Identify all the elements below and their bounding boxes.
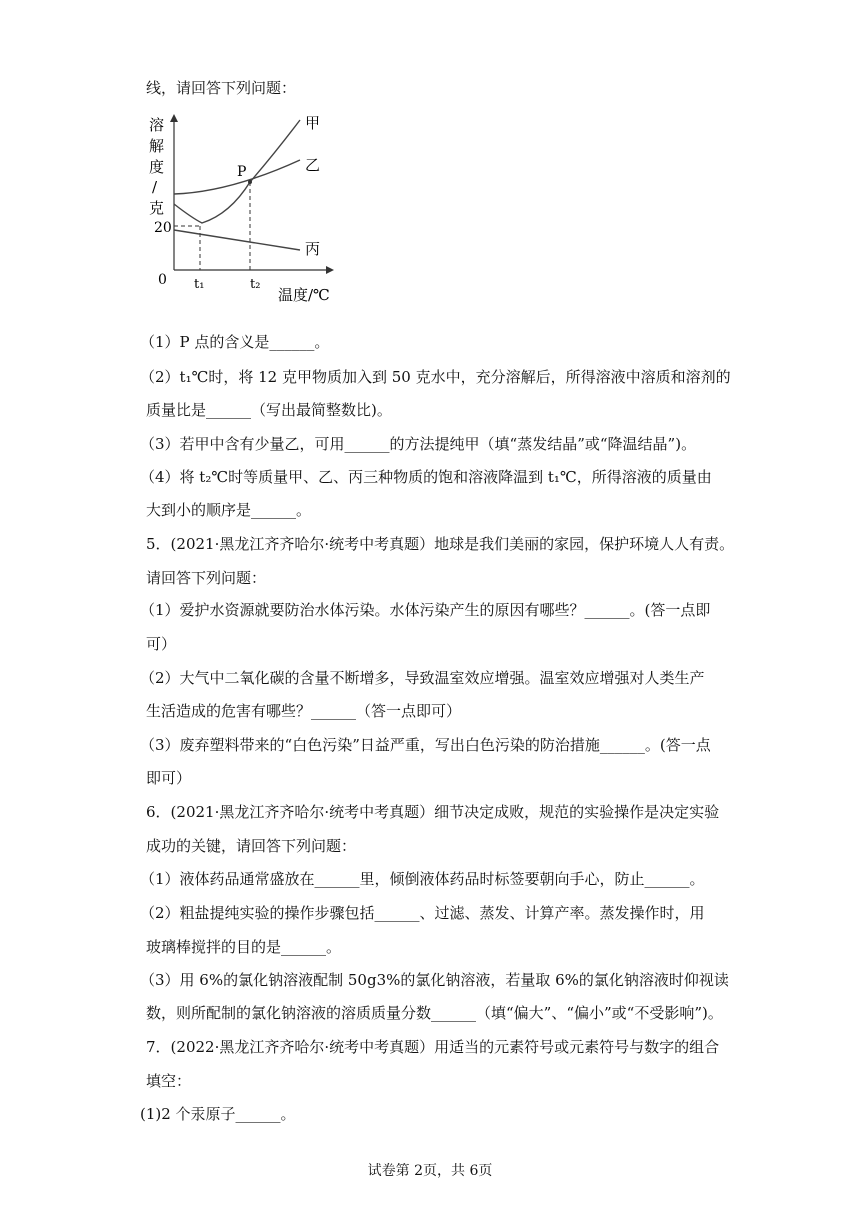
origin-label: 0	[158, 272, 167, 288]
intro-text: 线，请回答下列问题：	[146, 79, 297, 97]
series-label: 甲	[305, 114, 321, 132]
question-line: （3）废弃塑料带来的“白色污染”日益严重，写出白色污染的防治措施______。(答一点	[140, 736, 711, 754]
solubility-chart-svg	[140, 108, 360, 308]
question-line: （1）P 点的含义是______。	[140, 333, 330, 351]
question-line: （1）爱护水资源就要防治水体污染。水体污染产生的原因有哪些？______。(答一点即	[140, 601, 711, 619]
y-label-char: 度	[149, 158, 165, 176]
question-line: （3）若甲中含有少量乙，可用______的方法提纯甲（填“蒸发结晶”或“降温结晶”)。	[140, 435, 697, 453]
point-p-label: P	[237, 164, 247, 180]
question-line: （1）液体药品通常盛放在______里，倾倒液体药品时标签要朝向手心，防止______。	[140, 870, 705, 888]
question-line: 数，则所配制的氯化钠溶液的溶质质量分数______（填“偏大”、“偏小”或“不受影响”)。	[146, 1004, 723, 1022]
y-label-char: 解	[149, 137, 165, 155]
x-tick-label: t₂	[250, 277, 261, 292]
question-heading: 7．(2022·黑龙江齐齐哈尔·统考中考真题）用适当的元素符号或元素符号与数字的组合	[146, 1038, 720, 1056]
solubility-chart	[140, 108, 360, 308]
question-line: （2）粗盐提纯实验的操作步骤包括______、过滤、蒸发、计算产率。蒸发操作时，用	[140, 904, 705, 922]
question-line: 生活造成的危害有哪些？______（答一点即可）	[146, 702, 462, 720]
point-p	[248, 180, 252, 184]
question-line: 请回答下列问题：	[146, 569, 267, 587]
series-label: 丙	[305, 240, 321, 258]
question-line: （3）用 6%的氯化钠溶液配制 50g3%的氯化钠溶液，若量取 6%的氯化钠溶液时仰视读	[140, 971, 729, 989]
question-heading: 6．(2021·黑龙江齐齐哈尔·统考中考真题）细节决定成败，规范的实验操作是决定实验	[146, 803, 720, 821]
y-label-char: /	[152, 178, 158, 196]
x-axis-label: 温度/℃	[278, 286, 330, 304]
question-line: （2）大气中二氧化碳的含量不断增多，导致温室效应增强。温室效应增强对人类生产	[140, 669, 705, 687]
y-axis-arrow	[170, 114, 178, 122]
question-line: 大到小的顺序是______。	[146, 501, 312, 519]
y-tick-label: 20	[154, 220, 172, 236]
series-line-bing	[174, 230, 300, 250]
question-line: (1)2 个汞原子______。	[140, 1105, 296, 1123]
y-label-char: 溶	[149, 116, 165, 134]
question-line: 即可）	[146, 769, 192, 787]
series-label: 乙	[305, 156, 321, 174]
question-line: 玻璃棒搅拌的目的是______。	[146, 938, 342, 956]
x-axis-arrow	[326, 266, 334, 274]
question-line: 可）	[146, 635, 177, 653]
question-heading: 5．(2021·黑龙江齐齐哈尔·统考中考真题）地球是我们美丽的家园，保护环境人人有责。	[146, 535, 735, 553]
question-line: （2）t₁℃时，将 12 克甲物质加入到 50 克水中，充分溶解后，所得溶液中溶质和溶剂的	[140, 368, 731, 386]
question-line: 质量比是______（写出最简整数比)。	[146, 401, 392, 419]
y-label-char: 克	[149, 199, 165, 217]
x-tick-label: t₁	[194, 277, 205, 292]
question-line: 成功的关键，请回答下列问题：	[146, 837, 357, 855]
question-line: （4）将 t₂℃时等质量甲、乙、丙三种物质的饱和溶液降温到 t₁℃，所得溶液的质量由	[140, 468, 712, 486]
page-footer: 试卷第 2页，共 6页	[367, 1163, 493, 1179]
question-line: 填空：	[146, 1072, 192, 1090]
